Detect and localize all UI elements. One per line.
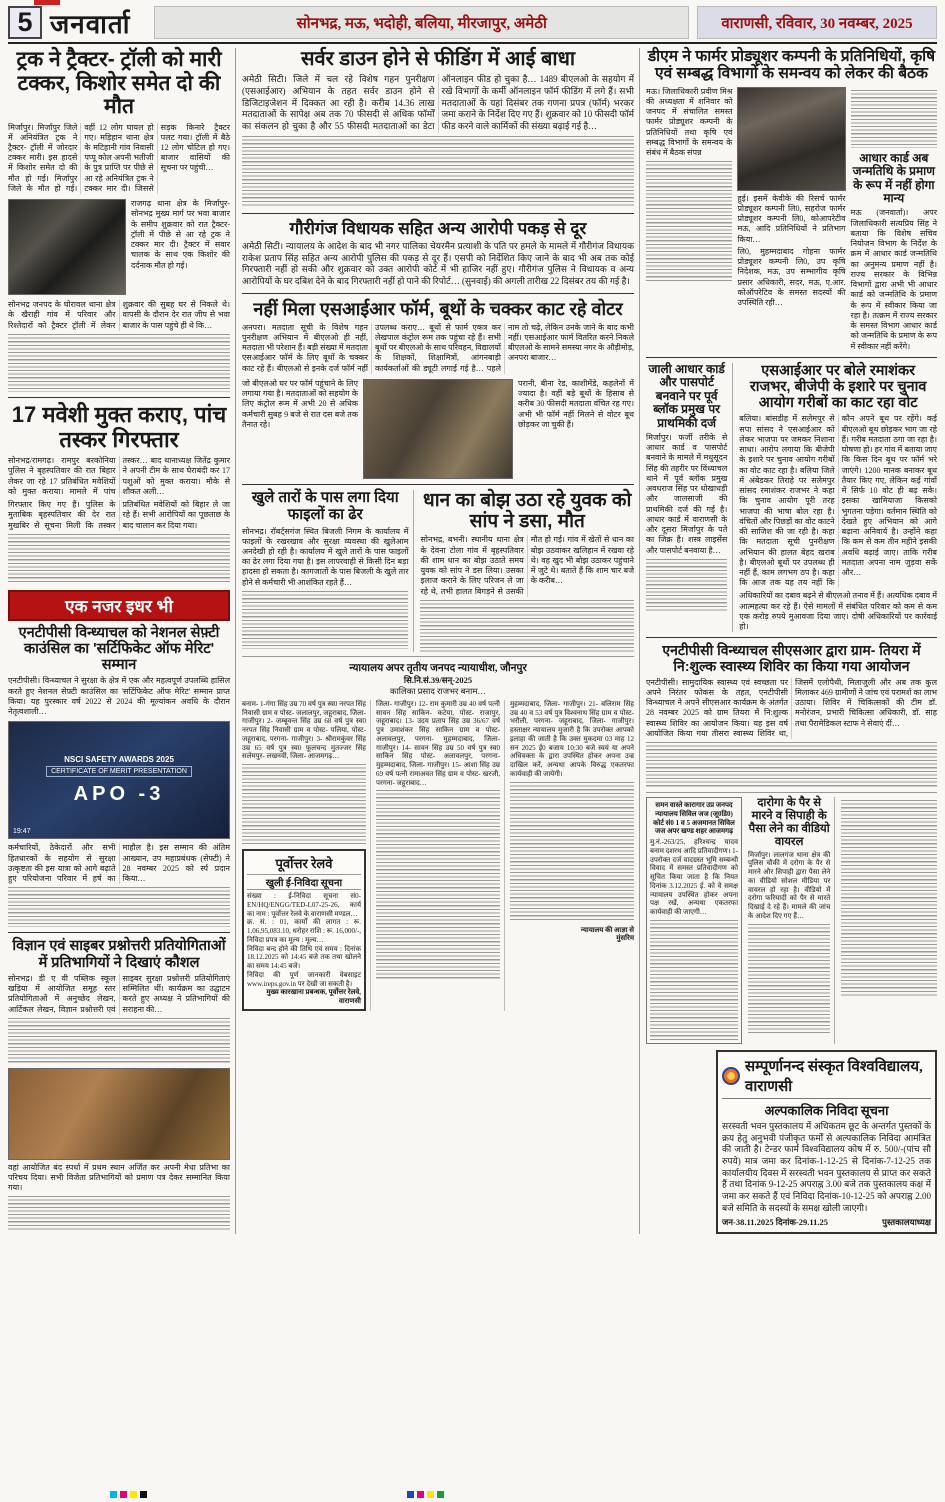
article-quiz <box>8 938 230 1230</box>
article-body <box>739 414 937 588</box>
summons-notice-box <box>646 797 742 1044</box>
tender-title-row <box>722 1056 931 1099</box>
article-snake-death <box>420 490 634 652</box>
body-text: जो बीएलओ घर पर फॉर्म पहुंचाने के लिए लगाया गया है। मतदाताओं को सहयोग के लिए कंट्रोल रूम में अभी 20 से अधिक कर्मचारी सुबह 9 बजे से रात दस बजे तक तैनात रहे। <box>242 378 358 429</box>
accident-photo <box>8 199 126 295</box>
article-dm-meeting <box>646 48 937 352</box>
headline: एसआईआर पर बोले रमाशंकर राजभर, बीजेपी के इशारे पर चुनाव आयोग गरीबों का काट रहा वोट <box>749 362 927 412</box>
article-fake-aadhaar <box>646 363 733 633</box>
right-article-row <box>646 363 937 633</box>
article-server-down <box>242 48 634 208</box>
court-text: मुहम्मदाबाद, जिला- गाजीपुर। 21- बलिराम सिंह उम्र 40 व 53 वर्ष पुत्र विश्वनाथ सिंह ग्राम व पोस्ट- भरौली, परगना- जहूराबाद, जिला- गाजीपुर। हस्ताक्षर न्यायालय मुजारी है कि उपरोक्त आपको इलाहा की जाती है कि उक्त मुकदमा 03 माह 12 सन 2025 ई0 बजाय 10:30 बजे स्वयं या अपने अधिवक्ता के द्वारा उपस्थित होकर अपना उज्र दाखिल करें, अन्यथा आपके विरुद्ध एकतरफा कार्यवाही की जायेगी। <box>510 699 634 778</box>
headline: दारोगा के पैर से मारने व सिपाही के पैसा लेने का वीडियो वायरल <box>748 797 830 848</box>
registration-marks-left <box>110 1491 147 1498</box>
regions-strip: सोनभद्र, मऊ, भदोही, बलिया, मीरजापुर, अमेठी <box>154 6 689 39</box>
greeked-text <box>851 90 937 148</box>
headline: एनटीपीसी विन्ध्याचल सीएसआर द्वारा ग्राम- तियरा में नि:शुल्क स्वास्थ्य शिविर का किया गया आयोजन <box>662 642 921 675</box>
court-case-number: सि.नि.सं.39/सन्-2025 <box>403 674 473 685</box>
article-ntpc-merit <box>8 625 230 928</box>
tender-footer-date: जन-38.11.2025 दिनांक-29.11.25 <box>722 1217 829 1228</box>
body-text: मिर्जापुर। फर्जी तरीके से आधार कार्ड व पासपोर्ट बनवाने के मामले में मधुसूदन सिंह की तहरीर पर विंध्याचल थाने में पूर्व ब्लॉक प्रमुख अवधराज सिंह पर धोखाधड़ी और जालसाजी की प्राथमिकी दर्ज की गई है। आधार कार्ड में वाराणसी के और दूसरा मिर्जापुर के पते का जिक्र है। शस्त्र लाइसेंस और पासपोर्ट बनवाया है… <box>646 432 728 555</box>
right-bottom-filler-column <box>841 797 937 1044</box>
summons-text: मु.नं.-263/25, हरिश्चन्द्र यादव बनाम दशरथ आदि प्रतिवादीगण। 1- उपरोक्त दर्ज वादग्रस्त भूमि सम्बन्धी विवाद में समस्त प्रतिवादीगण को सूचित किया जाता है कि नियत दिनांक 3.12.2025 ई. को वे समक्ष न्यायालय उपस्थित होकर अपना पक्ष रखें, अन्यथा एकतरफा कार्यवाही की जाएगी… <box>650 838 739 917</box>
certificate-photo <box>8 721 230 839</box>
headline: विज्ञान एवं साइबर प्रश्नोत्तरी प्रतियोगिताओं में प्रतिभागियों ने दिखाएं कौशल <box>12 938 226 971</box>
registration-mark-top <box>34 0 60 5</box>
body-text: मऊ (जनवार्ता)। अपर जिलाधिकारी सत्यप्रिय सिंह ने बताया कि विशेष सचिव नियोजन विभाग के निर्देश के क्रम में आधार कार्ड जन्मतिथि का अनुमन्य प्रमाण नहीं है। राज्य सरकार के विभिन्न विभागों द्वारा अभी भी आधार कार्ड को जन्मतिथि के प्रमाण के रूप में स्वीकार किया जा रहा है। तत्क्रम में राज्य सरकार के समस्त विभाग आधार कार्ड को जन्मतिथि के प्रमाण के रूप में स्वीकार नहीं करेंगे। <box>850 208 938 351</box>
headline: धान का बोझ उठा रहे युवक को सांप ने डसा, मौत <box>423 489 632 533</box>
article-files-wires <box>242 490 414 652</box>
greeked-text <box>8 1196 230 1230</box>
headline: ट्रक ने ट्रैक्टर- ट्रॉली को मारी टक्कर, किशोर समेत दो की मौत <box>16 48 222 119</box>
body-text: सोनभद्र। रॉबर्ट्सगंज स्थित बिजली निगम के कार्यालय में फाइलों के रखरखाव और सुरक्षा व्यवस्था की खुलेआम अनदेखी हो रही है। कार्यालय में खुले तारों के पास फाइलों का ढेर लगा दिया गया है। इस लापरवाही से किसी दिन बड़ा हादसा हो सकता है। कागजातों के पास बिजली के खुले तार होने से कर्मचारी भी आशंकित रहते हैं… <box>242 526 409 587</box>
mid-article-row <box>242 490 634 652</box>
body-text: अनपरा। मतदाता सूची के विशेष गहन पुनरीक्षण अभियान में बीएलओ ही नहीं, मतदाता भी परेशान हैं। बड़ी संख्या में मतदाता एसआईआर फॉर्म के लिए बूथों के चक्कर काट रहे हैं। बीएलओ से इनके दर्ज फॉर्म नहीं उपलब्ध कराए… <box>242 322 425 373</box>
university-emblem-icon <box>722 1067 740 1085</box>
article-sir-form <box>242 299 634 479</box>
headline: सर्वर डाउन होने से फीडिंग में आई बाधा <box>300 48 576 70</box>
article-body <box>8 974 230 1015</box>
right-bottom-row <box>646 797 937 1044</box>
body-text: मौत हो गई। वहीं 12 लोग घायल हो गए। मड़िहान थाना क्षेत्र के मटिहानी गांव निवासी पप्पू कोल अपनी भतीजी के पुत्र प्राप्ति पर <box>37 122 154 193</box>
railway-line: क्र. सं. : 01, कार्यों की लागत : रू. 1,06,95,083.10, धरोहर राशि : रू. 16,000/-, निविदा प्रपत्र का मूल्य : मूल्य… <box>247 918 361 944</box>
article-cattle-rescue <box>8 403 230 584</box>
greeked-text <box>646 161 732 281</box>
article-health-camp <box>646 643 937 788</box>
greeked-text <box>748 924 830 1034</box>
photo-caption-line: APO -3 <box>73 782 165 805</box>
court-parties: कालिका प्रसाद राजभर बनाम… <box>390 685 486 696</box>
body-text: कर्मचारियों, ठेकेदारों और सभी हितधारकों के सहयोग से सुरक्षा उत्कृष्टता की इस यात्रा को आगे बढ़ाते हुए परियोजना परिवार में हर्ष का माहौल है। इस सम्मान की अंतिम आख्यान, उप महाप्रबंधक (सेफ्टी) ने 28 नवम्बर 2025 को र्स्प प्रदान किया… <box>8 843 230 884</box>
body-text: सोनभद्र/रामगढ़। रामपुर बरकोनिया पुलिस ने बृहस्पतिवार की रात बिहार लेकर जा रहे 17 प्रतिबंधित मवेशियों को मुक्त कराया। मामले में पांच तस्कर… <box>8 456 148 496</box>
headline: डीएम ने फार्मर प्रोड्यूशर कम्पनी के प्रतिनिधियों, कृषि एवं सम्बद्ध विभागों के समन्वय को लेकर की बैठक <box>647 48 936 83</box>
article-body <box>8 300 230 331</box>
masthead <box>8 6 937 44</box>
court-text: जिला- गाजीपुर। 12- राम कुमारी उम्र 40 वर्ष पत्नी सावन सिंह साकिन- कटेया, पोस्ट- राजापुर, जहूराबाद। 13- उदय प्रताप सिंह उम्र 36/67 वर्ष पुत्र उमाशंकर सिंह साकिन ग्राम व पोस्ट- अलावलपुर, परगना- मुहम्मदाबाद, जिला- गाजीपुर। 14- सावन सिंह उम्र 50 वर्ष पुत्र स्व0 साकिन सिंह पोस्ट- अलावलपुर, परगना- मुहम्मदाबाद, जिला- गाजीपुर। 15- आशा सिंह उम्र 69 वर्ष पत्नी रामाअवत सिंह ग्राम व पोस्ट- खरजी, परगना- जहूराबाद… <box>376 699 500 787</box>
court-title: न्यायालय अपर तृतीय जनपद न्यायाधीश, जौनपुर <box>349 662 527 674</box>
print-registration-marks <box>0 1491 945 1498</box>
date-line: वाराणसी, रविवार, 30 नवम्बर, 2025 <box>697 6 937 39</box>
middle-column <box>242 48 640 1234</box>
headline: नहीं मिला एसआईआर फॉर्म, बूथों के चक्कर काट रहे वोटर <box>253 298 623 319</box>
meeting-photo <box>737 87 845 191</box>
section-bar: एक नजर इधर भी <box>8 590 230 621</box>
greeked-text <box>242 591 408 649</box>
article-rajbhar-sir <box>739 363 937 633</box>
tender-body: सरस्वती भवन पुस्तकालय में अधिकतम छूट के अन्तर्गत पुस्तकों के क्रय हेतु अनुभवी पंजीकृत फर्मों से अल्पकालिक निविदा आमंत्रित की जाती है। टेन्डर फार्म विश्वविद्यालय कोष में रु. 500/-(पांच सौ रुपये) मात्र जमा कर दिनांक-1-12-25 से दिनांक-7-12-25 तक कार्यालयीय दिवस में सरस्वती भवन पुस्तकालय से प्राप्त कर सकते हैं तथा दिनांक 9-12-25 अपराह्न 3.00 बजे तक पुस्तकालय कक्ष में जमा कर सकते हैं एवं निविदा दिनांक-10-12-25 को अपराह्न 2.00 बजे समिति के सदस्यों के समक्ष खोली जाएगी। <box>722 1120 931 1213</box>
body-text: एनटीपीसी। विन्ध्याचल ने सुरक्षा के क्षेत्र में एक और महत्वपूर्ण उपलब्धि हासिल करते हुए नेशनल सेफ़्टी काउंसिल का 'सर्टिफिकेट ऑफ मेरिट' सम्मान प्राप्त किया। यह पुरस्कार वर्ष 2022 से 2024 की मूल्यांकन अवधि के दौरान नेतृत्वशाली… <box>8 676 230 717</box>
headline: 17 मवेशी मुक्त कराए, पांच तस्कर गिरफ्तार <box>11 401 227 452</box>
court-column <box>242 700 371 1011</box>
body-text: 1489 बीएलओ के सहयोग में रखे विभागों के कर्मी ऑनलाइन फॉर्म फीडिंग में लगे हैं। सभी मतदाताओं के यहां दिसंबर तक गणना प्रपत्र (फॉर्म) भरकर जमा कराने के निर्देश दिए गए हैं। शुक्रवार को 10 फीसदी फॉर्म फीड करने वाले कार्मिकों की संख्या बढ़ाई गई है… <box>441 74 634 132</box>
body-text: बलिया। बांसडीह में सलेमपुर से सपा सांसद ने एसआईआर को लेकर भाजपा पर जमकर निशाना साधा। आरोप लगाया कि बीजेपी के इशारे पर चुनाव आयोग गरीबों का वोट काट रहा है। बलिया जिले में अंबेडकर तिराहे पर सलेमपुर सांसद रमाशंकर राजभर ने कहा कि चुनाव आयोग पूरी तरह भाजपा की भाषा बोल रहा है। वंचितों और पिछड़ों का वोट काटने की साजिश की जा रही है। कहा कि मतदाता सूची पुनरीक्षण अभियान की हालत बेहद खराब है। बीएलओ बूथों पर उपलब्ध ही नहीं हैं, काम लगभग ठप है। कहा कि आज तक यह तय नहीं कि कौन अपने बूथ पर रहेंगे। कई बीएलओ बूथ छोड़कर भाग जा रहे हैं। गरीब मतदाता ठगा जा रहा है। <box>739 414 937 588</box>
body-text: सोनभद्र, बभनी। स्थानीय थाना क्षेत्र के देवना टोला गांव में बृहस्पतिवार की शाम धान का बोझ उठाते समय युवक को सांप ने डस लिया। उसका इलाज कराने के लिए परिजन ले जा रहे थे, तभी हालत बिगड़ने से उसकी मौत हो गई। गांव में खेतों से धान का बोझ उठवाकर खलिहान में रखवा रहे थे। वह खुद भी बोझ उठाकर पहुंचाने में जुटे थे। बताते हैं कि शाम चार बजे के करीब… <box>420 535 634 596</box>
body-text: मऊ। जिलाधिकारी प्रवीण मिश्र की अध्यक्षता में शनिवार को जनपद में संचालित समस्त फार्मर प्रोड्यूशर कम्पनी के प्रतिनिधियों तथा कृषि एवं सम्बद्ध विभागों के समन्वय के संबंध में बैठक संपन्न <box>646 86 733 158</box>
railway-footer: मुख्य कारखाना प्रबन्धक, पूर्वोत्तर रेलवे, वाराणसी <box>266 988 361 1006</box>
greeked-text <box>650 920 738 1040</box>
body-text: मिर्जापुर। लालगंज थाना क्षेत्र की पुलिस चौकी में दरोगा के पैर से मारने और सिपाही द्वारा पैसा लेने का वीडियो सोशल मीडिया पर वायरल हो रहा है। वीडियो में दरोगा फरियादी को पैर से मारते दिखाई दे रहे हैं। मामले की जांच के आदेश दिए गए हैं… <box>748 850 831 920</box>
voters-photo <box>363 379 513 479</box>
tender-subtitle: अल्पकालिक निविदा सूचना <box>764 1102 889 1118</box>
body-text: बाद थानाध्यक्ष जितेंद्र कुमार ने अपनी टीम के साथ घेराबंदी कर 17 पशुओं को मुक्त कराया। मौके से शौकत अली… <box>122 456 231 496</box>
greeked-text <box>8 887 230 927</box>
body-text: पीछे से आ रहे अनियंत्रित ट्रक ने टक्कर मार दी। जिससे सड़क किनारे ट्रैक्टर पलट गया। ट्रॉली में बैठे 12 लोग चोटिल हो गए। बाजार वासियों की सूचना पर पहुंची… <box>84 122 230 193</box>
greeked-text <box>8 334 230 392</box>
court-column <box>510 700 634 1011</box>
greeked-text <box>8 534 230 584</box>
body-text: मिर्जापुर। मिर्जापुर जिले में अनियंत्रित ट्रक ने ट्रैक्टर- ट्रॉली में जोरदार टक्कर मारी। इस हादसे में किशोर समेत दो की मौत हो गई। मिर्जापुर जिले के <box>8 122 78 193</box>
registration-marks-center <box>407 1491 444 1498</box>
body-text: गिरफ्तार किए गए हैं। पुलिस के मुताबिक बृहस्पतिवार की देर रात मुखबिर से सूचना मिली कि तस्कर प्रतिबंधित मवेशियों को बिहार ले जा रहे हैं। सभी आरोपियों का पूछताछ के बाद चालान कर दिया गया। <box>8 500 230 530</box>
article-body <box>8 123 230 195</box>
photo-caption-line: NSCI SAFETY AWARDS 2025 <box>64 754 174 764</box>
body-text: अधिकारियों का दबाव बढ़ने से बीएलओ तनाव में हैं। अत्यधिक दबाव में आत्महत्या कर रहे हैं। ऐसे मामलों में संबंधित परिवार को कम से कम एक करोड़ रुपये मुआवजा दिया जाए। दोषी अधिकारियों पर कार्रवाई हो। <box>739 591 937 632</box>
article-body <box>242 323 634 374</box>
body-text: सोनभद्र। डी ए वी पब्लिक स्कूल खड़िया में आयोजित समूह स्तर प्रतियोगिताओं में अनुच्छेद लेखन, आर्टिकल लेखन, विज्ञान प्रश्नोत्तरी एवं साइबर सुरक्षा प्रश्नोत्तरी प्रतियोगिताएं सम्मिलित थीं। कार्यक्रम का उद्घाटन करते हुए अध्यक्ष ने प्रतिभागियों की सराहना की… <box>8 973 230 1014</box>
greeked-text <box>420 600 634 652</box>
headline: खुले तारों के पास लगा दिया फाइलों का ढेर <box>251 488 399 523</box>
body-text: राजगढ़ थाना क्षेत्र के मिर्जापुर- सोनभद्र मुख्य मार्ग पर भवा बाजार के समीप शुक्रवार को रात ट्रैक्टर- ट्रॉली में पीछे से आ रहे ट्रक ने टक्कर मार दी। ट्रैक्टर में सवार चालक के साथ एक किशोर की दर्दनाक मौत हो गई। <box>131 199 230 270</box>
body-text: अमेठी सिटी। न्यायालय के आदेश के बाद भी नगर पालिका चेयरमैन प्रत्याशी के पति पर हमले के मामले में गौरीगंज विधायक राकेश प्रताप सिंह सहित अन्य आरोपी पुलिस की पकड़ से दूर हैं। एसपी को निर्देशित किए जाने के बाद भी अब तक कोई गिरफ्तारी नहीं हो सकी और शुक्रवार को उक्त आरोपी कोर्ट में भी हाजिर नहीं हुए। गौरीगंज पुलिस ने विधायक व अन्य आरोपियों के घर दबिश देने के बाद गिरफ्तारी नहीं हो पाने की रिपोर्ट… (सुनवाई) की अगली तारीख 22 दिसंबर तय की गई है। <box>242 240 634 286</box>
body-text: बूथों से फार्म एकत्र कर लेखपाल कंट्रोल रूम तक पहुंचा रहे हैं। सभी बूथों पर बीएलओ के साथ परिवहन, विद्यालयों के शिक्षकों, शिक्षामित्रों, आंगनबाड़ी कार्यकर्ताओं की ड्यूटी लगाई गई है… <box>375 322 501 373</box>
headline: जाली आधार कार्ड और पासपोर्ट बनवाने पर पूर्व ब्लॉक प्रमुख पर प्राथमिकी दर्ज <box>648 361 725 430</box>
article-aadhaar-dob <box>851 87 937 352</box>
body-text: हुई। इसमें केवीके की रिसर्च फार्मर प्रोड्यूशर कम्पनी लि0, सहरोज फार्मर प्रोड्यूशर कम्पनी लि0, कोआपरेटीव मऊ, आदि प्रतिनिधियों ने प्रतिभाग किया… <box>737 193 846 244</box>
photo-caption-line: CERTIFICATE OF MERIT PRESENTATION <box>46 766 192 777</box>
body-text: घोषणा हो। हर गांव में बताया जाए कि किस दिन बूथ पर फॉर्म भरे जाएंगे। 1200 मानक बनाकर बूथ तैयार किए गए, लेकिन कई गांवों में सिर्फ 10 वोट ही बढ़ सके। इसका खामियाजा किसको भुगतना पड़ेगा। वर्तमान स्थिति को देखते हुए अभियान को आगे बढ़ाना अनिवार्य है। उन्होंने कहा कि कम से कम तीन महीने इसकी अवधि बढ़ाई जाए। ताकि गरीब मतदाता अपना नाम जुड़वा सकें और… <box>841 445 937 577</box>
railway-line: निविदा बन्द होने की तिथि एवं समय : दिनांक 18.12.2025 को 14:45 बजे तक तथा खोलने का समय 14:45 बजे। <box>247 944 361 971</box>
court-text: बनाम- 1-गंगा सिंह उम्र 70 वर्ष पुत्र स्व0 नरपत सिंह निवासी ग्राम व पोस्ट- जलालपुर, जहूराबाद, जिला- गाजीपुर। 2- जम्बूवन्त सिंह उम्र 68 वर्ष पुत्र स्व0 नरपत सिंह निवासी ग्राम व पोस्ट- पलिया, पोस्ट- जहूराबाद, परगना- गाजीपुर। 3- श्रीरामकुंवर सिंह उम्र 65 वर्ष पुत्र स्व0 फूलचन्द मुतज्जर सिंह सलेमपुर- लखनवी, जिला- आजमगढ़… <box>242 699 366 761</box>
body-text: पहले नाम तो चढ़े, लेकिन उनके जाने के बाद कभी नहीं। एसआईआर फार्म वितरित करने निकले बीएलओ के सामने समस्या नगर के औड़ीमोड़, अनपरा बाजार… <box>486 322 634 373</box>
article-viral-video <box>748 797 835 1044</box>
article-truck-accident <box>8 48 230 392</box>
sanskrit-university-tender-box <box>716 1050 937 1235</box>
court-column <box>376 700 505 1011</box>
court-footer: न्यायालय की आज्ञा से <box>580 925 634 934</box>
headline: गौरीगंज विधायक सहित अन्य आरोपी पकड़ से दूर <box>289 218 587 238</box>
greeked-text <box>376 790 500 980</box>
railway-subtitle: खुली ई-निविदा सूचना <box>247 874 361 890</box>
right-column <box>646 48 937 1234</box>
greeked-text <box>510 782 634 922</box>
article-body <box>8 843 230 884</box>
body-text: एनटीपीसी। सामुदायिक स्वास्थ्य एवं स्वच्छता पर अपने निरंतर फोकस के तहत, एनटीपीसी विन्ध्याचल ने अपने सीएसआर कार्यक्रम के अंतर्गत 28 नवम्बर 2025 को ग्राम तियरा में नि:शुल्क स्वास्थ्य शिविर का आयोजन किया। यह इस वर्ष आयोजित किया गया तीसरा स्वास्थ्य शिविर था, जिसमें एलोपैथी, मिलाजुली और अब तक कुल मिलाकर 469 ग्रामीणों ने जांच एवं परामर्श का लाभ उठाया। शिविर में चिकित्सकों की टीम डॉ. मनोरंजन, प्रभारी चिकित्सा अधिकारी, डॉ. साह तथा पैरामेडिकल स्टाफ ने सेवाएं दीं… <box>646 677 937 738</box>
tender-title: सम्पूर्णानन्द संस्कृत विश्वविद्यालय, वाराणसी <box>745 1058 923 1095</box>
article-body <box>242 74 634 132</box>
tender-footer-signer: पुस्तकालयाध्यक्ष <box>882 1217 931 1228</box>
body-text: अमेठी सिटी। जिले में चल रहे विशेष गहन पुनरीक्षण (एसआईआर) अभियान के तहत सर्वर डाउन होने से डिजिटाइजेशन में दिक्कत आ रही है। करीब 14.36 लाख मतदाताओं के सापेक्ष अब तक 70 फीसदी से अधिक फॉर्मों का संकलन हो चुका है और 55 फीसदी मतदाताओं का डेटा ऑनलाइन फीड हो चुका है… <box>242 74 537 132</box>
body-text: परानी, बीना रेड, काशीमेंडे, कहलेनों में ज्यादा है। वहीं बड़े बूथों के हिसाब से करीब 30 फीसदी मतदाता वंचित रह गए। अभी भी फॉर्म नहीं मिलने से वोटर बूथ छोड़कर जा चुकी हैं। <box>518 378 634 429</box>
railway-title: पूर्वोत्तर रेलवे <box>275 856 333 872</box>
article-gauriganj-mla <box>242 219 634 288</box>
headline: एनटीपीसी विन्ध्याचल को नेशनल सेफ़्टी काउंसिल का 'सर्टिफिकेट ऑफ मेरिट' सम्मान <box>18 624 220 674</box>
group-photo <box>8 1068 230 1160</box>
greeked-text <box>242 136 634 208</box>
paper-name: जनवार्ता <box>50 9 131 39</box>
greeked-text <box>646 742 937 788</box>
left-column <box>8 48 236 1234</box>
greeked-text <box>841 800 937 996</box>
greeked-text <box>646 559 727 613</box>
article-body <box>8 456 230 497</box>
railway-line: निविदा की पूर्ण जानकारी वेबसाइट www.ireps.gov.in पर देखी जा सकती है। <box>247 970 361 988</box>
railway-tender-box <box>242 849 366 1011</box>
court-signer: मुंसरिम <box>616 934 634 943</box>
body-text: सोनभद्र जनपद के घोरावल थाना क्षेत्र के खैराही गांव में परिवार और रिश्तेदारों को ट्रैक्टर ट्रॉली में लेकर शुक्रवार की सुबह घर से निकले थे। वापसी के दौरान देर रात जीप से भवा बाजार के पास पहुंचे ही थे कि… <box>8 300 230 330</box>
tender-footer <box>722 1217 931 1228</box>
court-notice <box>242 661 634 1011</box>
headline: आधार कार्ड अब जन्मतिथि के प्रमाण के रूप में नहीं होगा मान्य <box>852 150 935 206</box>
greeked-text <box>8 1018 230 1064</box>
article-body <box>420 535 634 596</box>
body-text: लि0, मुहम्मदाबाद गोहना फार्मर प्रोड्यूशर कम्पनी लि0, उप कृषि निदेशक, मऊ, उप सम्भागीय कृषि प्रसार अधिकारी, सदर, मऊ, ए.आर. कोऑपरेटिव के समस्त सदस्यों की उपस्थिति रही… <box>737 246 846 308</box>
article-body <box>646 678 937 739</box>
greeked-text <box>242 764 366 844</box>
page-number: 5 <box>8 6 42 39</box>
summons-title: समन वास्ते कारागार उप्र जनपद न्यायालय सिविल जज (जू0डि0) कोर्ट सं0 1 व 5 अजमानत सिविल जज अपर खण्ड शहर आजमगढ़ <box>653 801 735 836</box>
body-text: वहां आयोजित बंद स्पर्धा में प्रथम स्थान अर्जित कर अपनी मेधा प्रतिभा का परिचय दिया। सभी विजेता प्रतिभागियों को प्रमाण पत्र देकर सम्मानित किया गया। <box>8 1162 230 1193</box>
article-body <box>8 500 230 531</box>
photo-timestamp: 19:47 <box>13 828 31 836</box>
railway-line: संख्या : ई-निविदा सूचना सं0- EN/HQ/ENGG/TED-L07-25-26, कार्य का नाम : पूर्वोत्तर रेलवे के वाराणसी मण्डल… <box>247 892 361 918</box>
